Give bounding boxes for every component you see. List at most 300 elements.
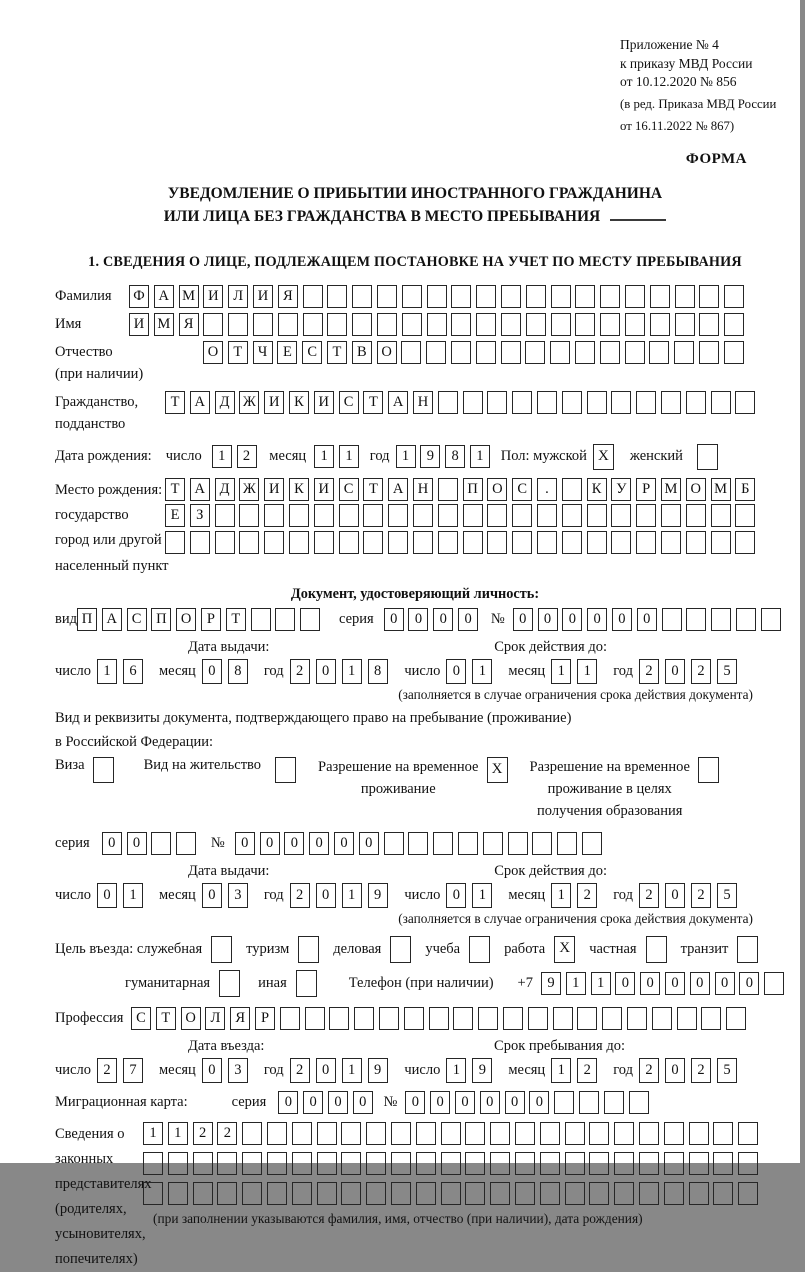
char-cell[interactable]	[487, 531, 507, 554]
char-cell[interactable]	[575, 341, 595, 364]
char-cell[interactable]: Р	[636, 478, 656, 501]
char-cell[interactable]: 0	[260, 832, 280, 855]
char-cell[interactable]	[537, 391, 557, 414]
char-cell[interactable]	[713, 1122, 733, 1145]
char-cell[interactable]: 5	[717, 883, 737, 908]
char-cell[interactable]	[611, 391, 631, 414]
char-cell[interactable]	[614, 1152, 634, 1175]
char-cell[interactable]	[625, 313, 645, 336]
char-cell[interactable]	[458, 832, 478, 855]
char-cell[interactable]	[228, 313, 248, 336]
char-cell[interactable]: 1	[470, 445, 490, 468]
char-cell[interactable]: 0	[202, 1058, 222, 1083]
char-cell[interactable]: 0	[278, 1091, 298, 1114]
char-cell[interactable]	[664, 1122, 684, 1145]
char-cell[interactable]	[711, 531, 731, 554]
char-cell[interactable]	[165, 531, 185, 554]
char-cell[interactable]	[508, 832, 528, 855]
char-cell[interactable]: 3	[228, 883, 248, 908]
char-cell[interactable]	[701, 1007, 721, 1030]
char-cell[interactable]	[627, 1007, 647, 1030]
char-cell[interactable]: 0	[202, 883, 222, 908]
char-cell[interactable]: 0	[127, 832, 147, 855]
char-cell[interactable]: В	[352, 341, 372, 364]
char-cell[interactable]: П	[463, 478, 483, 501]
char-cell[interactable]	[253, 313, 273, 336]
char-cell[interactable]: 9	[420, 445, 440, 468]
char-cell[interactable]: К	[289, 391, 309, 414]
char-cell[interactable]	[724, 313, 744, 336]
char-cell[interactable]	[426, 341, 446, 364]
char-cell[interactable]	[278, 313, 298, 336]
char-cell[interactable]	[292, 1152, 312, 1175]
char-cell[interactable]	[476, 285, 496, 308]
char-cell[interactable]: 0	[640, 972, 660, 995]
char-cell[interactable]: 8	[368, 659, 388, 684]
char-cell[interactable]: Т	[226, 608, 246, 631]
char-cell[interactable]	[465, 1152, 485, 1175]
char-cell[interactable]	[327, 313, 347, 336]
char-cell[interactable]	[314, 531, 334, 554]
char-cell[interactable]: Е	[165, 504, 185, 527]
char-cell[interactable]	[736, 608, 756, 631]
char-cell[interactable]	[341, 1152, 361, 1175]
char-cell[interactable]	[650, 313, 670, 336]
char-cell[interactable]: 0	[529, 1091, 549, 1114]
char-cell[interactable]	[699, 341, 719, 364]
char-cell[interactable]: Н	[413, 391, 433, 414]
char-cell[interactable]: 0	[513, 608, 533, 631]
char-cell[interactable]: И	[264, 391, 284, 414]
char-cell[interactable]	[303, 313, 323, 336]
char-cell[interactable]	[275, 608, 295, 631]
char-cell[interactable]	[366, 1182, 386, 1205]
char-cell[interactable]: Т	[165, 391, 185, 414]
char-cell[interactable]	[341, 1182, 361, 1205]
char-cell[interactable]	[377, 313, 397, 336]
char-cell[interactable]	[416, 1152, 436, 1175]
char-cell[interactable]	[239, 531, 259, 554]
purpose-chastnaya-checkbox[interactable]	[646, 936, 667, 963]
char-cell[interactable]	[463, 531, 483, 554]
char-cell[interactable]: Т	[156, 1007, 176, 1030]
char-cell[interactable]	[264, 531, 284, 554]
char-cell[interactable]: 1	[396, 445, 416, 468]
char-cell[interactable]: 0	[587, 608, 607, 631]
char-cell[interactable]	[579, 1091, 599, 1114]
char-cell[interactable]	[465, 1182, 485, 1205]
char-cell[interactable]	[339, 504, 359, 527]
char-cell[interactable]	[292, 1182, 312, 1205]
char-cell[interactable]	[675, 285, 695, 308]
char-cell[interactable]	[242, 1182, 262, 1205]
char-cell[interactable]: 2	[290, 1058, 310, 1083]
char-cell[interactable]	[416, 1182, 436, 1205]
char-cell[interactable]	[554, 1091, 574, 1114]
char-cell[interactable]	[738, 1152, 758, 1175]
char-cell[interactable]	[384, 832, 404, 855]
char-cell[interactable]	[577, 1007, 597, 1030]
char-cell[interactable]	[738, 1182, 758, 1205]
char-cell[interactable]	[604, 1091, 624, 1114]
char-cell[interactable]	[664, 1152, 684, 1175]
char-cell[interactable]: 2	[290, 883, 310, 908]
char-cell[interactable]	[451, 341, 471, 364]
char-cell[interactable]	[501, 313, 521, 336]
char-cell[interactable]	[565, 1182, 585, 1205]
char-cell[interactable]	[550, 341, 570, 364]
char-cell[interactable]	[600, 313, 620, 336]
char-cell[interactable]: Я	[230, 1007, 250, 1030]
char-cell[interactable]	[429, 1007, 449, 1030]
char-cell[interactable]: Т	[165, 478, 185, 501]
char-cell[interactable]	[661, 531, 681, 554]
char-cell[interactable]	[551, 285, 571, 308]
char-cell[interactable]	[565, 1152, 585, 1175]
char-cell[interactable]: 2	[237, 445, 257, 468]
char-cell[interactable]: Т	[228, 341, 248, 364]
char-cell[interactable]: Т	[363, 391, 383, 414]
char-cell[interactable]	[366, 1152, 386, 1175]
char-cell[interactable]: О	[686, 478, 706, 501]
char-cell[interactable]: К	[587, 478, 607, 501]
char-cell[interactable]: 1	[123, 883, 143, 908]
char-cell[interactable]: Д	[215, 478, 235, 501]
char-cell[interactable]	[427, 313, 447, 336]
char-cell[interactable]	[264, 504, 284, 527]
char-cell[interactable]	[476, 341, 496, 364]
char-cell[interactable]: 7	[123, 1058, 143, 1083]
char-cell[interactable]	[267, 1122, 287, 1145]
char-cell[interactable]: Ж	[239, 391, 259, 414]
char-cell[interactable]: 1	[591, 972, 611, 995]
char-cell[interactable]: А	[154, 285, 174, 308]
char-cell[interactable]	[711, 504, 731, 527]
char-cell[interactable]: Я	[179, 313, 199, 336]
char-cell[interactable]	[363, 504, 383, 527]
char-cell[interactable]	[317, 1182, 337, 1205]
char-cell[interactable]	[251, 608, 271, 631]
char-cell[interactable]	[735, 391, 755, 414]
char-cell[interactable]	[662, 608, 682, 631]
purpose-sluzhebnaya-checkbox[interactable]	[211, 936, 232, 963]
char-cell[interactable]	[515, 1182, 535, 1205]
char-cell[interactable]: 1	[342, 659, 362, 684]
char-cell[interactable]	[203, 313, 223, 336]
char-cell[interactable]	[215, 504, 235, 527]
char-cell[interactable]	[526, 313, 546, 336]
char-cell[interactable]	[649, 341, 669, 364]
char-cell[interactable]: Л	[228, 285, 248, 308]
char-cell[interactable]	[413, 531, 433, 554]
char-cell[interactable]: 2	[97, 1058, 117, 1083]
temp-residence-edu-checkbox[interactable]	[698, 757, 719, 783]
char-cell[interactable]: 1	[577, 659, 597, 684]
char-cell[interactable]	[614, 1122, 634, 1145]
char-cell[interactable]: 0	[235, 832, 255, 855]
char-cell[interactable]: 1	[551, 883, 571, 908]
char-cell[interactable]	[490, 1122, 510, 1145]
char-cell[interactable]: С	[339, 478, 359, 501]
char-cell[interactable]	[636, 531, 656, 554]
char-cell[interactable]	[176, 832, 196, 855]
char-cell[interactable]	[327, 285, 347, 308]
char-cell[interactable]: 1	[212, 445, 232, 468]
char-cell[interactable]	[402, 285, 422, 308]
char-cell[interactable]	[515, 1152, 535, 1175]
char-cell[interactable]: Д	[215, 391, 235, 414]
char-cell[interactable]	[483, 832, 503, 855]
char-cell[interactable]	[408, 832, 428, 855]
char-cell[interactable]	[724, 285, 744, 308]
char-cell[interactable]: 0	[480, 1091, 500, 1114]
char-cell[interactable]	[575, 313, 595, 336]
char-cell[interactable]: А	[388, 391, 408, 414]
char-cell[interactable]: Е	[277, 341, 297, 364]
char-cell[interactable]	[151, 832, 171, 855]
char-cell[interactable]	[501, 341, 521, 364]
char-cell[interactable]: 0	[665, 972, 685, 995]
purpose-gumanitarnaya-checkbox[interactable]	[219, 970, 240, 997]
char-cell[interactable]	[242, 1122, 262, 1145]
char-cell[interactable]	[476, 313, 496, 336]
char-cell[interactable]	[379, 1007, 399, 1030]
char-cell[interactable]	[190, 531, 210, 554]
char-cell[interactable]: Ж	[239, 478, 259, 501]
char-cell[interactable]: Т	[363, 478, 383, 501]
char-cell[interactable]: 0	[408, 608, 428, 631]
char-cell[interactable]: 6	[123, 659, 143, 684]
char-cell[interactable]	[438, 504, 458, 527]
char-cell[interactable]	[689, 1182, 709, 1205]
char-cell[interactable]	[193, 1152, 213, 1175]
char-cell[interactable]	[528, 1007, 548, 1030]
char-cell[interactable]: 0	[284, 832, 304, 855]
char-cell[interactable]	[540, 1122, 560, 1145]
char-cell[interactable]	[363, 531, 383, 554]
char-cell[interactable]	[565, 1122, 585, 1145]
char-cell[interactable]	[280, 1007, 300, 1030]
char-cell[interactable]	[625, 285, 645, 308]
char-cell[interactable]	[512, 391, 532, 414]
char-cell[interactable]	[413, 504, 433, 527]
char-cell[interactable]: М	[154, 313, 174, 336]
char-cell[interactable]: 0	[562, 608, 582, 631]
char-cell[interactable]: 2	[639, 659, 659, 684]
char-cell[interactable]: 9	[368, 883, 388, 908]
char-cell[interactable]: 0	[359, 832, 379, 855]
char-cell[interactable]	[587, 531, 607, 554]
char-cell[interactable]	[650, 285, 670, 308]
char-cell[interactable]	[401, 341, 421, 364]
char-cell[interactable]	[652, 1007, 672, 1030]
char-cell[interactable]	[661, 391, 681, 414]
char-cell[interactable]	[503, 1007, 523, 1030]
char-cell[interactable]: 9	[472, 1058, 492, 1083]
char-cell[interactable]	[314, 504, 334, 527]
char-cell[interactable]: .	[537, 478, 557, 501]
purpose-turizm-checkbox[interactable]	[298, 936, 319, 963]
char-cell[interactable]: 0	[316, 1058, 336, 1083]
char-cell[interactable]	[217, 1152, 237, 1175]
char-cell[interactable]: О	[181, 1007, 201, 1030]
char-cell[interactable]: А	[190, 478, 210, 501]
char-cell[interactable]	[711, 391, 731, 414]
char-cell[interactable]: 1	[551, 1058, 571, 1083]
char-cell[interactable]	[217, 1182, 237, 1205]
char-cell[interactable]	[487, 504, 507, 527]
char-cell[interactable]: 0	[637, 608, 657, 631]
char-cell[interactable]	[391, 1152, 411, 1175]
char-cell[interactable]	[589, 1122, 609, 1145]
char-cell[interactable]: 0	[303, 1091, 323, 1114]
char-cell[interactable]	[614, 1182, 634, 1205]
char-cell[interactable]: Я	[278, 285, 298, 308]
char-cell[interactable]: 8	[445, 445, 465, 468]
char-cell[interactable]: О	[377, 341, 397, 364]
char-cell[interactable]	[451, 313, 471, 336]
char-cell[interactable]	[388, 531, 408, 554]
char-cell[interactable]	[761, 608, 781, 631]
char-cell[interactable]: 0	[538, 608, 558, 631]
char-cell[interactable]	[416, 1122, 436, 1145]
char-cell[interactable]	[453, 1007, 473, 1030]
char-cell[interactable]	[490, 1182, 510, 1205]
char-cell[interactable]	[354, 1007, 374, 1030]
residence-permit-checkbox[interactable]	[275, 757, 296, 783]
char-cell[interactable]: И	[253, 285, 273, 308]
char-cell[interactable]	[724, 341, 744, 364]
char-cell[interactable]: 1	[339, 445, 359, 468]
char-cell[interactable]	[575, 285, 595, 308]
char-cell[interactable]: М	[711, 478, 731, 501]
char-cell[interactable]	[664, 1182, 684, 1205]
char-cell[interactable]	[537, 504, 557, 527]
char-cell[interactable]	[540, 1152, 560, 1175]
char-cell[interactable]	[391, 1122, 411, 1145]
char-cell[interactable]: 0	[334, 832, 354, 855]
char-cell[interactable]: 0	[97, 883, 117, 908]
char-cell[interactable]	[239, 504, 259, 527]
char-cell[interactable]: Р	[255, 1007, 275, 1030]
char-cell[interactable]	[391, 1182, 411, 1205]
char-cell[interactable]	[267, 1152, 287, 1175]
char-cell[interactable]: С	[302, 341, 322, 364]
char-cell[interactable]: 0	[202, 659, 222, 684]
char-cell[interactable]: П	[151, 608, 171, 631]
char-cell[interactable]	[300, 608, 320, 631]
char-cell[interactable]: 0	[433, 608, 453, 631]
char-cell[interactable]	[540, 1182, 560, 1205]
char-cell[interactable]	[292, 1122, 312, 1145]
char-cell[interactable]	[463, 391, 483, 414]
char-cell[interactable]: 1	[472, 659, 492, 684]
char-cell[interactable]	[512, 531, 532, 554]
char-cell[interactable]: 5	[717, 1058, 737, 1083]
char-cell[interactable]: 1	[342, 883, 362, 908]
char-cell[interactable]	[329, 1007, 349, 1030]
char-cell[interactable]: 2	[290, 659, 310, 684]
char-cell[interactable]	[537, 531, 557, 554]
char-cell[interactable]	[686, 531, 706, 554]
char-cell[interactable]: 2	[691, 659, 711, 684]
char-cell[interactable]: О	[203, 341, 223, 364]
char-cell[interactable]	[587, 504, 607, 527]
char-cell[interactable]: М	[179, 285, 199, 308]
char-cell[interactable]	[713, 1152, 733, 1175]
char-cell[interactable]	[711, 608, 731, 631]
char-cell[interactable]	[465, 1122, 485, 1145]
char-cell[interactable]	[562, 391, 582, 414]
char-cell[interactable]: Р	[201, 608, 221, 631]
char-cell[interactable]	[735, 504, 755, 527]
char-cell[interactable]: С	[512, 478, 532, 501]
char-cell[interactable]	[451, 285, 471, 308]
char-cell[interactable]	[215, 531, 235, 554]
char-cell[interactable]: 1	[314, 445, 334, 468]
char-cell[interactable]: Б	[735, 478, 755, 501]
char-cell[interactable]	[289, 531, 309, 554]
char-cell[interactable]: 0	[328, 1091, 348, 1114]
char-cell[interactable]	[639, 1152, 659, 1175]
char-cell[interactable]	[526, 285, 546, 308]
sex-female-checkbox[interactable]	[697, 444, 718, 470]
char-cell[interactable]	[587, 391, 607, 414]
char-cell[interactable]	[441, 1152, 461, 1175]
char-cell[interactable]	[525, 341, 545, 364]
char-cell[interactable]: Н	[413, 478, 433, 501]
char-cell[interactable]: 3	[228, 1058, 248, 1083]
char-cell[interactable]	[433, 832, 453, 855]
char-cell[interactable]	[557, 832, 577, 855]
char-cell[interactable]	[636, 391, 656, 414]
char-cell[interactable]: А	[388, 478, 408, 501]
char-cell[interactable]	[143, 1152, 163, 1175]
char-cell[interactable]	[438, 531, 458, 554]
char-cell[interactable]: З	[190, 504, 210, 527]
char-cell[interactable]: 2	[691, 883, 711, 908]
char-cell[interactable]	[699, 285, 719, 308]
char-cell[interactable]	[366, 1122, 386, 1145]
char-cell[interactable]: 0	[446, 659, 466, 684]
char-cell[interactable]	[589, 1152, 609, 1175]
char-cell[interactable]: 8	[228, 659, 248, 684]
char-cell[interactable]	[441, 1122, 461, 1145]
char-cell[interactable]: 0	[353, 1091, 373, 1114]
char-cell[interactable]: 0	[458, 608, 478, 631]
char-cell[interactable]: 2	[639, 883, 659, 908]
char-cell[interactable]: О	[487, 478, 507, 501]
char-cell[interactable]: 0	[665, 659, 685, 684]
char-cell[interactable]: И	[264, 478, 284, 501]
purpose-rabota-checkbox[interactable]: X	[554, 936, 575, 963]
char-cell[interactable]: Ч	[253, 341, 273, 364]
char-cell[interactable]	[689, 1122, 709, 1145]
char-cell[interactable]	[303, 285, 323, 308]
char-cell[interactable]	[427, 285, 447, 308]
char-cell[interactable]	[629, 1091, 649, 1114]
char-cell[interactable]	[562, 504, 582, 527]
char-cell[interactable]	[551, 313, 571, 336]
char-cell[interactable]	[589, 1182, 609, 1205]
char-cell[interactable]	[441, 1182, 461, 1205]
char-cell[interactable]	[388, 504, 408, 527]
char-cell[interactable]: 0	[612, 608, 632, 631]
char-cell[interactable]	[168, 1182, 188, 1205]
char-cell[interactable]	[463, 504, 483, 527]
char-cell[interactable]: Т	[327, 341, 347, 364]
char-cell[interactable]: 9	[368, 1058, 388, 1083]
